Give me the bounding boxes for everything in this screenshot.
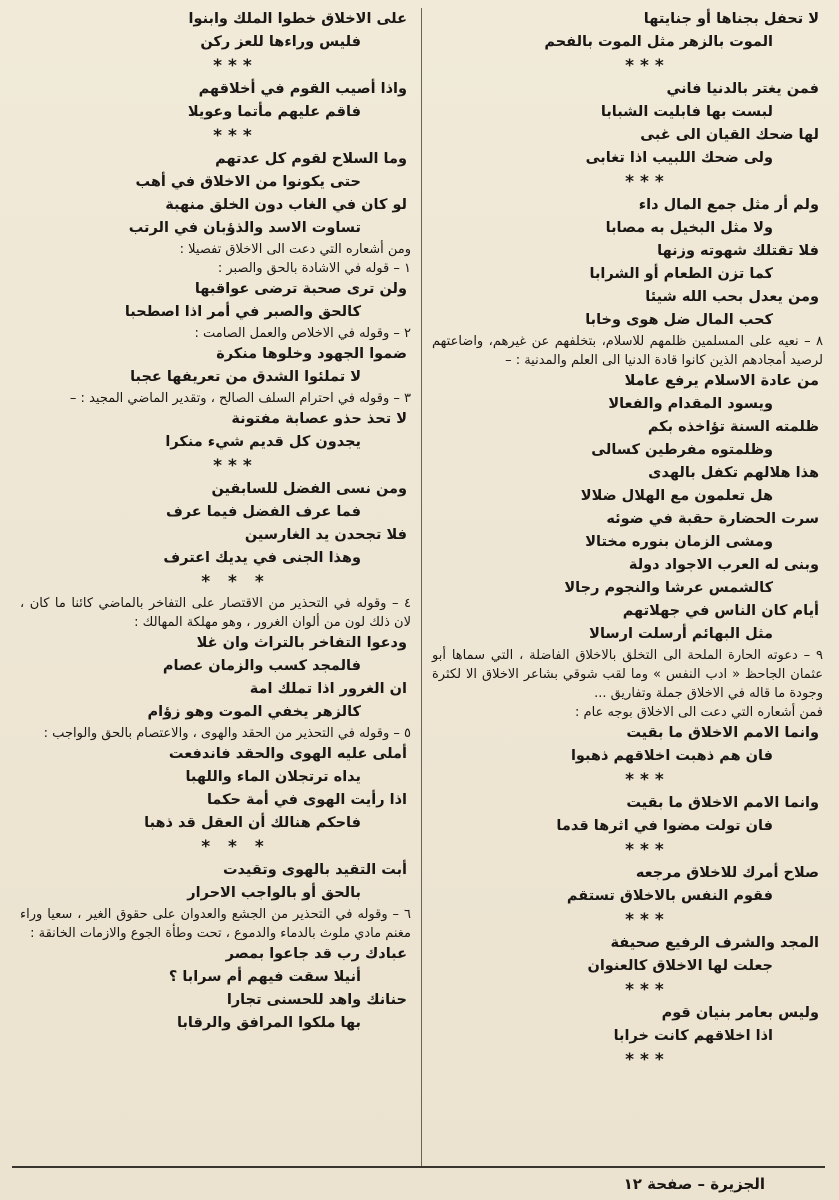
verse-first-hemistich: حنانك واهد للحسنى تجارا xyxy=(226,992,407,1008)
verse-first-hemistich: فلا تجحدن يد الغارسين xyxy=(244,527,407,543)
section-separator: * * * xyxy=(201,837,270,857)
verse-second-hemistich: لا تملئوا الشدق من تعريفها عجبا xyxy=(130,369,361,385)
verse-first-hemistich: ضموا الجهود وخلوها منكرة xyxy=(216,346,407,362)
verse-first-hemistich: لا تحفل بجناها أو جنايتها xyxy=(643,11,819,27)
verse-second-hemistich: اذا اخلاقهم كانت خرابا xyxy=(613,1028,773,1044)
verse-second-hemistich: وظلمتوه مفرطين كسالى xyxy=(591,442,773,458)
verse-first-hemistich: من عادة الاسلام يرفع عاملا xyxy=(624,373,819,389)
verse-first-hemistich: لها ضحك القيان الى غبى xyxy=(640,127,819,143)
verse-second-hemistich: فليس وراءها للعز ركن xyxy=(200,34,361,50)
verse-first-hemistich: وما السلاح لقوم كل عدتهم xyxy=(215,151,407,167)
verse-first-hemistich: وانما الامم الاخلاق ما بقيت xyxy=(626,725,819,741)
verse-second-hemistich: كالزهر يخفي الموت وهو زؤام xyxy=(147,704,361,720)
prose-paragraph: ٦ – وقوله في التحذير من الجشع والعدوان على حقوق الغير ، سعيا وراء مغنم مادي ملوث بالدماء والدموع ، تحت وطأة الجوع والازمات الخانقة : xyxy=(20,907,411,941)
verse-first-hemistich: هذا هلالهم تكفل بالهدى xyxy=(648,465,819,481)
verse-second-hemistich: يداه ترتجلان الماء واللهبا xyxy=(185,769,361,785)
verse-second-hemistich: ومشى الزمان بنوره مختالا xyxy=(585,534,773,550)
verse-first-hemistich: ولن ترى صحبة ترضى عواقبها xyxy=(194,281,407,297)
verse-second-hemistich: لبست بها فابليت الشبابا xyxy=(600,104,773,120)
verse-second-hemistich: فان تولت مضوا في اثرها قدما xyxy=(556,818,773,834)
verse-first-hemistich: عبادك رب قد جاعوا بمصر xyxy=(225,946,407,962)
verse-first-hemistich: وبنى له العرب الاجواد دولة xyxy=(628,557,819,573)
verse-second-hemistich: جعلت لها الاخلاق كالعنوان xyxy=(587,958,773,974)
verse-second-hemistich: وهذا الجنى في يديك اعترف xyxy=(163,550,361,566)
verse-first-hemistich: لا تحذ حذو عصابة مفتونة xyxy=(231,411,407,427)
section-separator: *** xyxy=(625,770,670,790)
verse-first-hemistich: أملى عليه الهوى والحقد فاندفعت xyxy=(168,746,407,762)
section-separator: *** xyxy=(625,172,670,192)
verse-second-hemistich: فاقم عليهم مأتما وعويلا xyxy=(187,104,361,120)
right-column xyxy=(430,8,825,1166)
verse-first-hemistich: لو كان في الغاب دون الخلق منهبة xyxy=(165,197,407,213)
verse-second-hemistich: مثل البهائم أرسلت ارسالا xyxy=(589,626,773,642)
verse-second-hemistich: كالشمس عرشا والنجوم رجالا xyxy=(564,580,773,596)
verse-first-hemistich: أيام كان الناس في جهلاتهم xyxy=(622,603,819,619)
prose-paragraph: ومن أشعاره التي دعت الى الاخلاق تفصيلا : xyxy=(179,242,411,257)
verse-second-hemistich: فان هم ذهبت اخلاقهم ذهبوا xyxy=(570,748,773,764)
verse-first-hemistich: سرت الحضارة حقبة في ضوئه xyxy=(606,511,819,527)
verse-first-hemistich: أبت التقيد بالهوى وتقيدت xyxy=(222,862,407,878)
section-separator: *** xyxy=(625,910,670,930)
column-divider xyxy=(421,8,422,1166)
verse-second-hemistich: ويسود المقدام والفعالا xyxy=(608,396,773,412)
section-separator: *** xyxy=(213,56,258,76)
verse-second-hemistich: أنيلا سقت فيهم أم سرابا ؟ xyxy=(168,969,361,985)
section-separator: *** xyxy=(625,1050,670,1070)
left-column xyxy=(18,8,413,1166)
footer-page-label: الجزيرة – صفحة ١٢ xyxy=(623,1175,765,1193)
verse-second-hemistich: كالحق والصبر في أمر اذا اصطحبا xyxy=(124,304,361,320)
verse-first-hemistich: ومن نسى الفضل للسابقين xyxy=(211,481,407,497)
verse-second-hemistich: فقوم النفس بالاخلاق تستقم xyxy=(566,888,773,904)
section-separator: *** xyxy=(625,840,670,860)
verse-first-hemistich: فمن يغتر بالدنيا فاني xyxy=(666,81,819,97)
verse-second-hemistich: الموت بالزهر مثل الموت بالفحم xyxy=(544,34,773,50)
verse-first-hemistich: ظلمته السنة تؤاخذه بكم xyxy=(647,419,819,435)
columns xyxy=(12,8,825,1166)
prose-paragraph: ١ – قوله في الاشادة بالحق والصبر : xyxy=(217,261,411,276)
verse-first-hemistich: ولم أر مثل جمع المال داء xyxy=(638,197,819,213)
verse-second-hemistich: بها ملكوا المرافق والرقابا xyxy=(177,1015,361,1031)
page-footer xyxy=(12,1166,825,1200)
verse-first-hemistich: ودعوا التفاخر بالتراث وان غلا xyxy=(196,635,407,651)
verse-second-hemistich: فالمجد كسب والزمان عصام xyxy=(162,658,361,674)
verse-first-hemistich: واذا أصيب القوم في أخلاقهم xyxy=(198,81,407,97)
verse-first-hemistich: صلاح أمرك للاخلاق مرجعه xyxy=(635,865,819,881)
prose-paragraph: فمن أشعاره التي دعت الى الاخلاق بوجه عام : xyxy=(575,705,823,720)
section-separator: *** xyxy=(625,56,670,76)
verse-second-hemistich: هل تعلمون مع الهلال ضلالا xyxy=(580,488,773,504)
verse-second-hemistich: كحب المال ضل هوى وخابا xyxy=(585,312,773,328)
prose-paragraph: ٢ – وقوله في الاخلاص والعمل الصامت : xyxy=(194,326,411,341)
verse-first-hemistich: فلا تقتلك شهوته وزنها xyxy=(657,243,819,259)
section-separator: *** xyxy=(213,126,258,146)
prose-paragraph: ٤ – وقوله في التحذير من الاقتصار على التفاخر بالماضي كائنا ما كان ، لان ذلك لون من ألوان الغرور ، وهو مهلكة المهالك : xyxy=(20,596,411,630)
verse-first-hemistich: وليس بعامر بنيان قوم xyxy=(661,1005,819,1021)
verse-second-hemistich: تساوت الاسد والذؤبان في الرتب xyxy=(128,220,361,236)
verse-first-hemistich: اذا رأيت الهوى في أمة حكما xyxy=(206,792,407,808)
verse-second-hemistich: يجدون كل قديم شيء منكرا xyxy=(165,434,361,450)
verse-second-hemistich: كما تزن الطعام أو الشرابا xyxy=(589,266,773,282)
prose-paragraph: ٥ – وقوله في التحذير من الحقد والهوى ، والاعتصام بالحق والواجب : xyxy=(43,726,411,741)
verse-first-hemistich: المجد والشرف الرفيع صحيفة xyxy=(610,935,819,951)
prose-paragraph: ٨ – نعيه على المسلمين ظلمهم للاسلام، بتخلفهم عن غيرهم، واضاعتهم لرصيد أمجادهم الذين كانوا قادة الدنيا الى العلم والمدنية : – xyxy=(432,334,823,368)
section-separator: *** xyxy=(625,980,670,1000)
verse-first-hemistich: على الاخلاق خطوا الملك وابنوا xyxy=(188,11,407,27)
verse-first-hemistich: ان الغرور اذا تملك امة xyxy=(249,681,407,697)
verse-second-hemistich: ولا مثل البخيل به مصابا xyxy=(605,220,773,236)
section-separator: * * * xyxy=(201,572,270,592)
verse-second-hemistich: بالحق أو بالواجب الاحرار xyxy=(187,885,361,901)
prose-paragraph: ٩ – دعوته الحارة الملحة الى التخلق بالاخلاق الفاضلة ، التي سماها أبو عثمان الجاحظ « ادب النفس » وما لقب شوقي بشاعر الاخلاق الا لكثرة وجودة ما قاله في الاخلاق جملة وتفاريق ... xyxy=(432,648,823,701)
verse-first-hemistich: ومن يعدل بحب الله شيئا xyxy=(645,289,819,305)
verse-second-hemistich: فاحكم هنالك أن العقل قد ذهبا xyxy=(144,815,361,831)
verse-second-hemistich: فما عرف الفضل فيما عرف xyxy=(165,504,361,520)
verse-first-hemistich: وانما الامم الاخلاق ما بقيت xyxy=(626,795,819,811)
verse-second-hemistich: حتى يكونوا من الاخلاق في أهب xyxy=(135,174,361,190)
section-separator: *** xyxy=(213,456,258,476)
prose-paragraph: ٣ – وقوله في احترام السلف الصالح ، وتقدير الماضي المجيد : – xyxy=(69,391,411,406)
verse-second-hemistich: ولى ضحك اللبيب اذا تغابى xyxy=(585,150,773,166)
